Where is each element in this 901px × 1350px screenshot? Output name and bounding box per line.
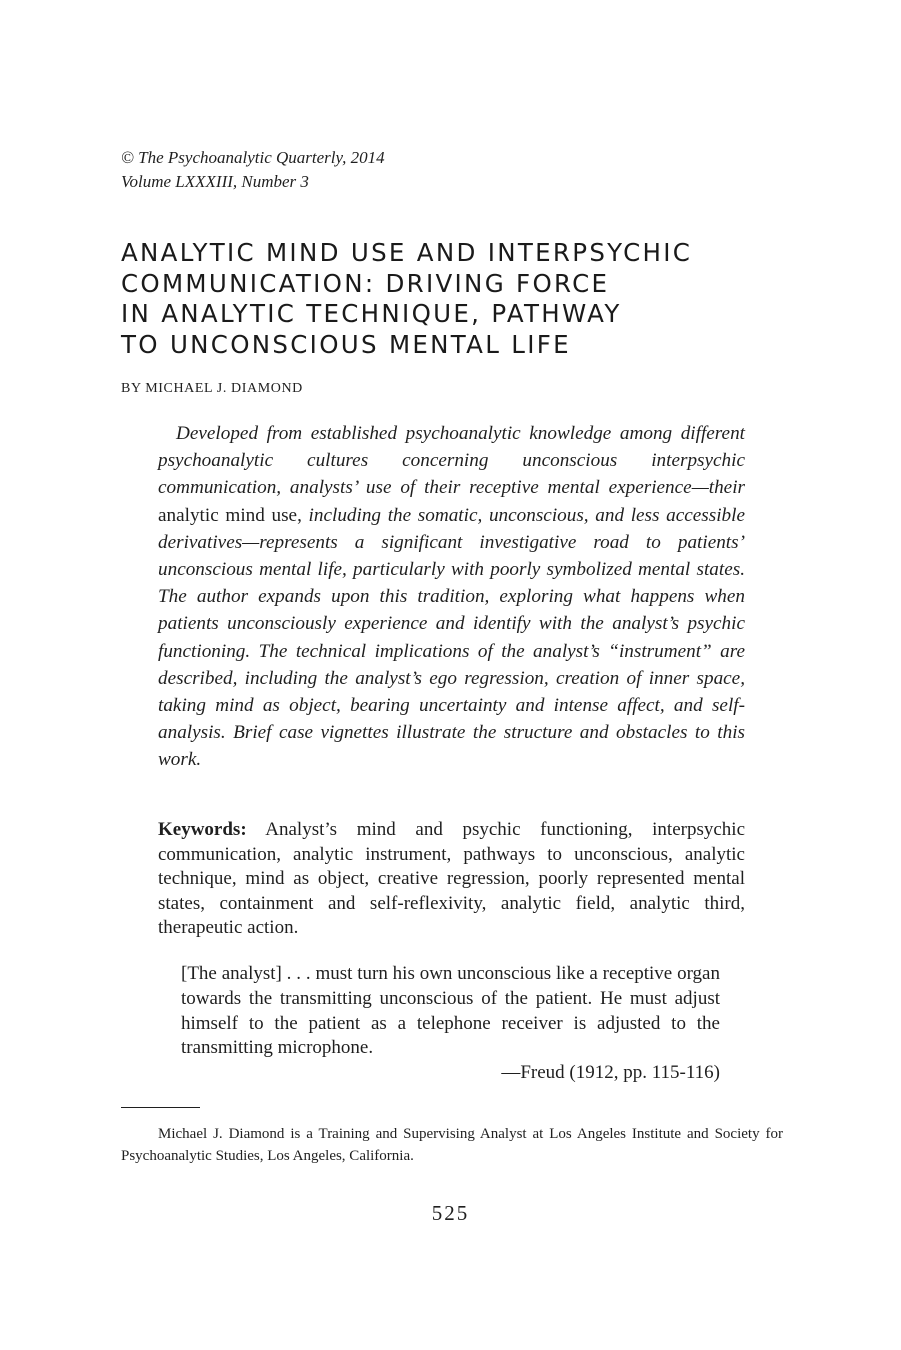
abstract bbox=[158, 420, 745, 774]
author-footnote bbox=[121, 1124, 783, 1167]
footnote-rule bbox=[121, 1107, 200, 1108]
title-line-1: ANALYTIC MIND USE AND INTERPSYCHIC bbox=[121, 238, 693, 267]
article-title bbox=[121, 238, 692, 360]
keywords-label: Keywords: bbox=[158, 819, 247, 840]
abstract-part-2: analytic mind use, bbox=[158, 504, 302, 526]
epigraph bbox=[181, 962, 720, 1086]
journal-line-1: © The Psychoanalytic Quarterly, 2014 bbox=[121, 148, 385, 167]
keywords-block bbox=[158, 818, 745, 941]
title-line-4: TO UNCONSCIOUS MENTAL LIFE bbox=[121, 329, 571, 359]
abstract-part-1: Developed from established psychoanalytic knowledge among different psychoanalytic cultures concerning unconscious interpsychic communication, analysts’ use of their receptive mental experience—their bbox=[158, 423, 745, 499]
journal-citation bbox=[121, 146, 385, 194]
title-line-2: COMMUNICATION: DRIVING FORCE bbox=[121, 268, 610, 298]
abstract-part-3: including the somatic, unconscious, and less accessible derivatives—represents a significant investigative road to patients’ unconscious mental life, particularly with poorly symbolized mental states. The author expands upon this tradition, exploring what happens when patients unconsciously experience and identify with the analyst’s psychic functioning. The technical implications of the analyst’s “instrument” are described, including the analyst’s ego regression, creation of inner space, taking mind as object, bearing uncertainty and intense affect, and self-analysis. Brief case vignettes illustrate the structure and obstacles to this work. bbox=[158, 504, 745, 771]
abstract-paragraph bbox=[158, 420, 745, 774]
epigraph-quote: [The analyst] . . . must turn his own unconscious like a receptive organ towards the transmitting unconscious of the patient. He must adjust himself to the patient as a telephone receiver is adjusted to the transmitting microphone. bbox=[181, 963, 720, 1059]
epigraph-attribution: —Freud (1912, pp. 115-116) bbox=[501, 1062, 720, 1084]
footnote-text: Michael J. Diamond is a Training and Supervising Analyst at Los Angeles Institute and Society for Psychoanalytic Studies, Los Angeles, California. bbox=[121, 1126, 783, 1164]
keywords-text: Analyst’s mind and psychic functioning, interpsychic communication, analytic instrument, pathways to unconscious, analytic technique, mind as object, creative regression, poorly represented mental states, containment and self-reflexivity, analytic field, analytic third, therapeutic action. bbox=[158, 819, 746, 939]
author-byline: BY MICHAEL J. DIAMOND bbox=[121, 381, 303, 396]
title-line-3: IN ANALYTIC TECHNIQUE, PATHWAY bbox=[121, 299, 622, 328]
journal-line-2: Volume LXXXIII, Number 3 bbox=[121, 172, 309, 191]
page-number: 525 bbox=[431, 1201, 470, 1225]
